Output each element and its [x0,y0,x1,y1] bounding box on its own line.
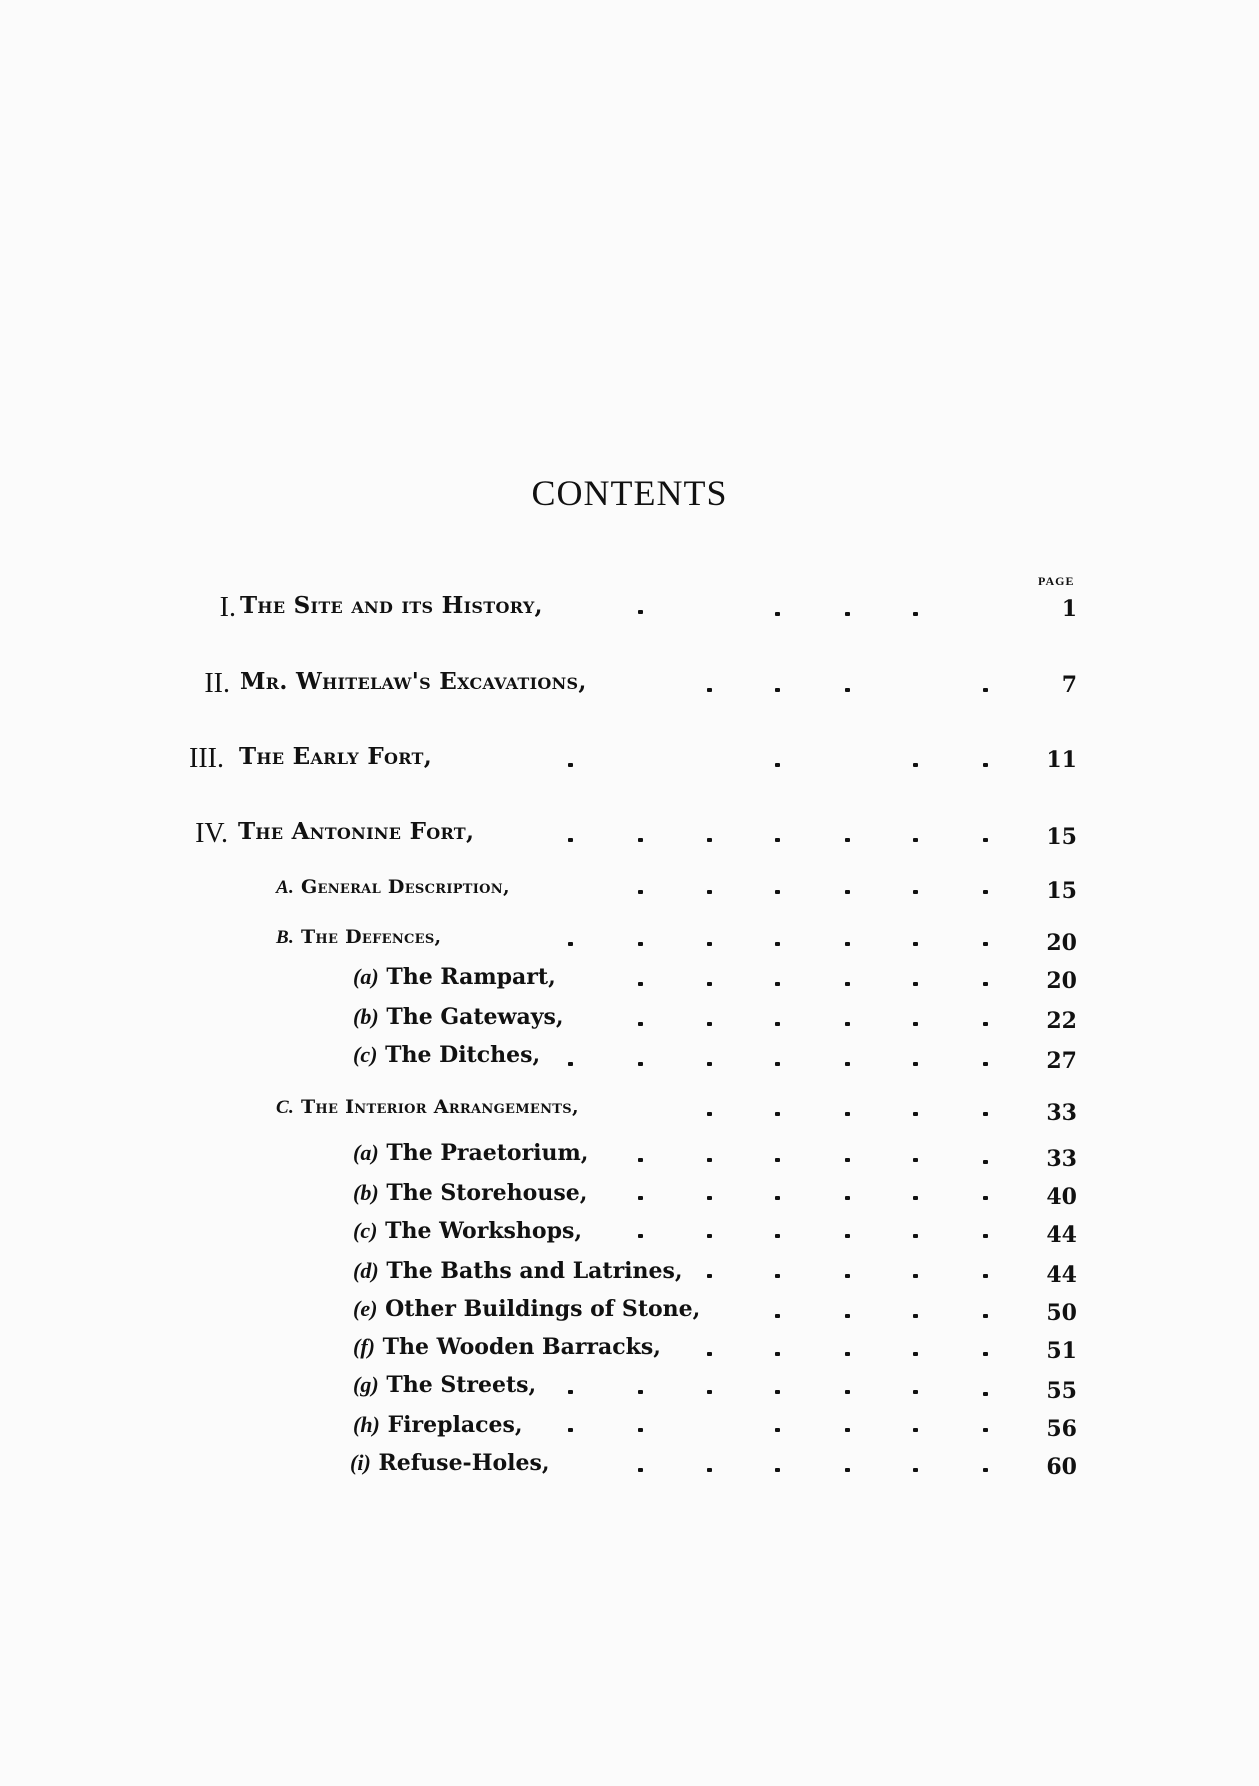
entry-label [353,1296,700,1322]
entry-label [353,1258,683,1284]
leader-dot [983,890,988,894]
leader-dot [913,982,918,986]
subsection-title: Refuse-Holes, [378,1450,550,1476]
leader-dot [707,688,712,692]
page-number: 33 [1046,1100,1077,1126]
entry-label [353,1140,588,1166]
leader-dot [913,1352,918,1356]
entry-label [276,926,441,949]
leader-dot [983,1428,988,1432]
leader-dot [707,1274,712,1278]
leader-dot [913,1274,918,1278]
leader-dot [775,612,780,616]
leader-dot [913,1234,918,1238]
leader-dot [913,942,918,946]
toc-entry-subsection[interactable] [0,1412,1259,1446]
leader-dot [568,1062,573,1066]
chapter-number: III. [189,743,224,774]
leader-dot [983,942,988,946]
page-number: 20 [1046,930,1077,956]
leader-dot [638,610,643,614]
leader-dot [845,688,850,692]
leader-dot [638,1234,643,1238]
entry-label [353,1180,587,1206]
leader-dot [775,1112,780,1116]
leader-dot [983,1062,988,1066]
subsection-letter: (i) [350,1450,371,1475]
section-title: The Interior Arrangements, [300,1096,579,1118]
leader-dot [707,1022,712,1026]
entry-label [353,1412,523,1438]
subsection-title: The Streets, [386,1372,537,1398]
entry-label [276,876,510,899]
chapter-number: I. [219,592,236,623]
toc-entry-subsection[interactable] [0,1450,1259,1484]
leader-dot [707,1468,712,1472]
leader-dot [638,890,643,894]
leader-dot [775,890,780,894]
toc-entry-chapter-1[interactable] [0,592,1259,626]
leader-dot [638,1468,643,1472]
leader-dot [913,1062,918,1066]
leader-dot [568,1390,573,1394]
page-number: 22 [1046,1008,1077,1034]
leader-dot [913,763,918,767]
subsection-letter: (h) [353,1412,380,1437]
subsection-letter: (d) [353,1258,379,1283]
leader-dot [775,1428,780,1432]
subsection-title: The Workshops, [385,1218,583,1244]
entry-label [276,1096,579,1119]
section-letter: B. [276,927,295,948]
page-number: 51 [1046,1338,1077,1364]
leader-dot [638,1158,643,1162]
leader-dot [983,1160,988,1164]
subsection-title: The Wooden Barracks, [382,1334,661,1360]
leader-dot [775,1062,780,1066]
leader-dot [707,942,712,946]
subsection-title: The Rampart, [386,964,556,990]
leader-dot [845,1062,850,1066]
leader-dot [983,1112,988,1116]
leader-dot [775,1274,780,1278]
section-title: The Defences, [300,926,442,948]
leader-dot [845,1352,850,1356]
leader-dot [707,1196,712,1200]
leader-dot [845,942,850,946]
leader-dot [913,838,918,842]
leader-dot [983,1314,988,1318]
page-number: 44 [1046,1262,1077,1288]
page-number: 1 [1061,596,1077,622]
page-number: 15 [1046,878,1077,904]
toc-entry-section-c[interactable] [0,1096,1259,1130]
subsection-title: The Baths and Latrines, [386,1258,683,1284]
page-number: 55 [1046,1378,1077,1404]
subsection-letter: (b) [353,1004,379,1029]
leader-dot [983,688,988,692]
leader-dot [638,1062,643,1066]
leader-dot [845,1158,850,1162]
leader-dot [775,1196,780,1200]
page-number: 40 [1046,1184,1077,1210]
entry-label: Mr. Whitelaw's Excavations, [240,668,587,695]
page-number: 33 [1046,1146,1077,1172]
page-title: CONTENTS [531,473,728,513]
leader-dot [707,1158,712,1162]
toc-entry-subsection[interactable] [0,1334,1259,1368]
leader-dot [983,1196,988,1200]
leader-dot [845,1468,850,1472]
leader-dot [775,1390,780,1394]
page-number: 27 [1046,1048,1077,1074]
entry-label [353,1372,536,1398]
leader-dot [568,942,573,946]
subsection-letter: (g) [353,1372,379,1397]
page-number: 44 [1046,1222,1077,1248]
leader-dot [775,942,780,946]
leader-dot [775,1468,780,1472]
subsection-letter: (a) [353,964,379,989]
leader-dot [775,763,780,767]
entry-label [350,1450,550,1476]
subsection-letter: (a) [353,1140,379,1165]
entry-label: The Site and its History, [240,592,543,619]
leader-dot [913,1022,918,1026]
subsection-title: The Praetorium, [386,1140,589,1166]
toc-entry-chapter-4[interactable] [0,818,1259,852]
subsection-title: Fireplaces, [387,1412,523,1438]
leader-dot [983,1352,988,1356]
leader-dot [775,1234,780,1238]
toc-entry-subsection[interactable] [0,1140,1259,1174]
section-letter: C. [276,1097,295,1118]
leader-dot [845,1428,850,1432]
page-number: 56 [1046,1416,1077,1442]
leader-dot [845,1022,850,1026]
leader-dot [707,1352,712,1356]
leader-dot [707,1062,712,1066]
leader-dot [845,1196,850,1200]
leader-dot [638,1428,643,1432]
subsection-title: Other Buildings of Stone, [385,1296,701,1322]
leader-dot [845,612,850,616]
leader-dot [845,838,850,842]
leader-dot [568,838,573,842]
leader-dot [638,1196,643,1200]
page-number: 11 [1046,747,1077,773]
leader-dot [983,1392,988,1396]
leader-dot [845,890,850,894]
chapter-number: II. [204,668,230,699]
toc-entry-subsection[interactable] [0,1218,1259,1252]
entry-label: The Antonine Fort, [238,818,475,845]
page-number: 7 [1061,672,1077,698]
toc-entry-subsection[interactable] [0,964,1259,998]
leader-dot [638,982,643,986]
leader-dot [638,1390,643,1394]
toc-entry-subsection[interactable] [0,1296,1259,1330]
leader-dot [775,1022,780,1026]
leader-dot [913,1112,918,1116]
leader-dot [707,838,712,842]
page-number: 60 [1046,1454,1077,1480]
leader-dot [707,890,712,894]
leader-dot [638,838,643,842]
leader-dot [983,1274,988,1278]
leader-dot [775,1158,780,1162]
subsection-letter: (f) [353,1334,375,1359]
toc-entry-subsection[interactable] [0,1258,1259,1292]
leader-dot [707,1390,712,1394]
leader-dot [775,688,780,692]
leader-dot [983,1022,988,1026]
section-title: General Description, [300,876,510,898]
leader-dot [913,1314,918,1318]
leader-dot [845,1390,850,1394]
leader-dot [913,612,918,616]
toc-entry-chapter-3[interactable] [0,743,1259,777]
leader-dot [913,1390,918,1394]
entry-label: The Early Fort, [239,743,433,770]
leader-dot [845,1234,850,1238]
leader-dot [845,1112,850,1116]
leader-dot [845,1314,850,1318]
section-letter: A. [276,877,295,898]
leader-dot [775,838,780,842]
leader-dot [707,1112,712,1116]
leader-dot [983,982,988,986]
toc-entry-chapter-2[interactable] [0,668,1259,702]
leader-dot [707,1234,712,1238]
toc-entry-subsection[interactable] [0,1042,1259,1076]
leader-dot [775,1314,780,1318]
leader-dot [775,982,780,986]
leader-dot [913,890,918,894]
subsection-title: The Ditches, [385,1042,541,1068]
leader-dot [983,1468,988,1472]
page-column-header: PAGE [1038,574,1075,588]
toc-entry-section-b[interactable] [0,926,1259,960]
subsection-title: The Storehouse, [386,1180,588,1206]
leader-dot [913,1158,918,1162]
toc-entry-subsection[interactable] [0,1180,1259,1214]
leader-dot [707,982,712,986]
leader-dot [568,763,573,767]
subsection-letter: (b) [353,1180,379,1205]
entry-label [353,964,556,990]
toc-entry-section-a[interactable] [0,876,1259,910]
toc-entry-subsection[interactable] [0,1372,1259,1406]
entry-label [353,1334,661,1360]
page-number: 15 [1046,824,1077,850]
toc-entry-subsection[interactable] [0,1004,1259,1038]
entry-label [353,1042,540,1068]
leader-dot [983,838,988,842]
subsection-letter: (c) [353,1218,378,1243]
page-number: 50 [1046,1300,1077,1326]
leader-dot [845,1274,850,1278]
leader-dot [913,1196,918,1200]
entry-label [353,1004,564,1030]
leader-dot [913,1428,918,1432]
leader-dot [568,1428,573,1432]
subsection-letter: (c) [353,1042,378,1067]
leader-dot [983,1234,988,1238]
chapter-number: IV. [195,818,228,849]
page-number: 20 [1046,968,1077,994]
leader-dot [638,1022,643,1026]
subsection-title: The Gateways, [386,1004,564,1030]
entry-label [353,1218,582,1244]
leader-dot [913,1468,918,1472]
leader-dot [845,982,850,986]
leader-dot [983,763,988,767]
leader-dot [775,1352,780,1356]
subsection-letter: (e) [353,1296,378,1321]
leader-dot [638,942,643,946]
